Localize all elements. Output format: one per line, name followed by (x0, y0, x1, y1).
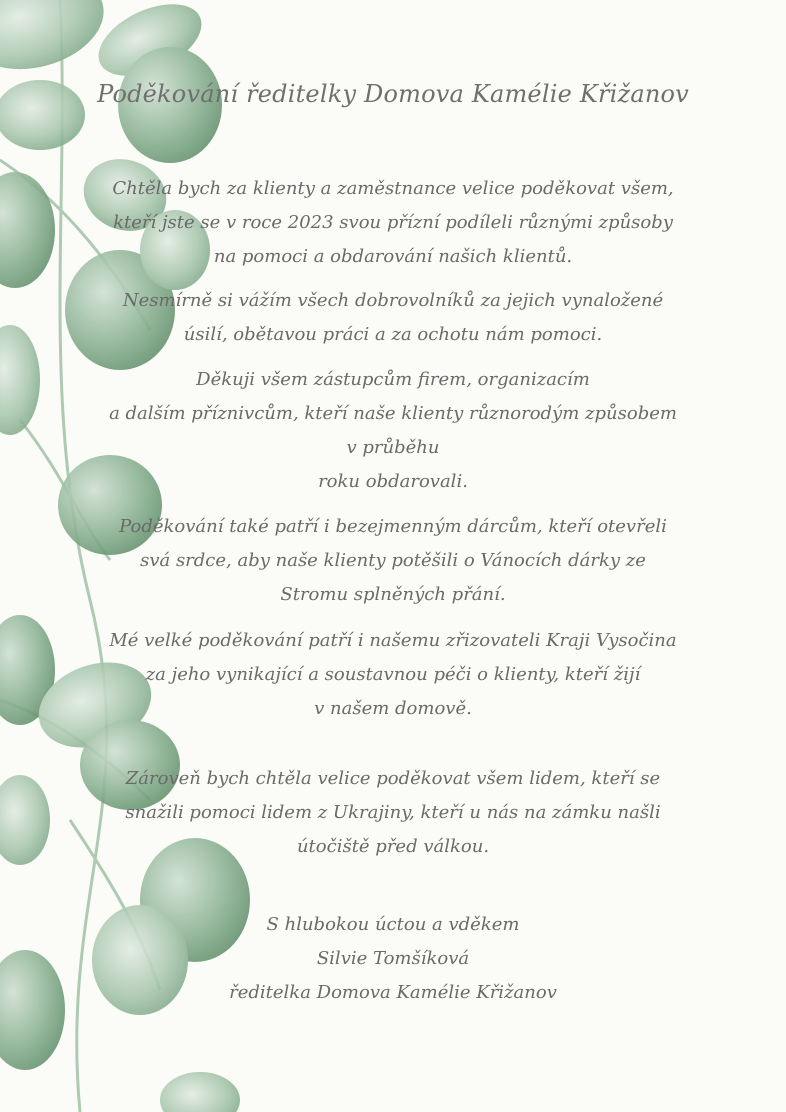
text-line: kteří jste se v roce 2023 svou přízní podíleli různými způsoby (113, 212, 673, 233)
text-line: Mé velké poděkování patří i našemu zřizovateli Kraji Vysočina (109, 630, 677, 651)
text-line: Stromu splněných přání. (280, 584, 506, 605)
paragraph-companies (40, 363, 746, 499)
text-line: a dalším příznivcům, kteří naše klienty různorodým způsobem (109, 403, 677, 424)
text-line: Děkuji všem zástupcům firem, organizacím (196, 369, 590, 390)
signature-block (0, 908, 786, 1010)
text-line: na pomoci a obdarování našich klientů. (213, 246, 573, 267)
text-line: Chtěla bych za klienty a zaměstnance velice poděkovat všem, (112, 178, 674, 199)
signature-name: Silvie Tomšíková (316, 948, 470, 969)
text-line: útočiště před válkou. (296, 836, 490, 857)
signature-closing: S hlubokou úctou a vděkem (266, 914, 520, 935)
text-line: za jeho vynikající a soustavnou péči o klienty, kteří žijí (145, 664, 641, 685)
text-line: roku obdarovali. (318, 471, 468, 492)
paragraph-anonymous-donors (40, 510, 746, 612)
text-line: Zároveň bych chtěla velice poděkovat všem lidem, kteří se (125, 768, 661, 789)
text-line: Poděkování také patří i bezejmenným dárcům, kteří otevřeli (119, 516, 667, 537)
paragraph-volunteers (40, 284, 746, 352)
paragraph-volunteers-thanks (40, 172, 746, 274)
text-line: snažili pomoci lidem z Ukrajiny, kteří u nás na zámku našli (125, 802, 661, 823)
letter-title: Poděkování ředitelky Domova Kamélie Křižanov (97, 80, 689, 108)
paragraph-founder (40, 624, 746, 726)
text-line: Nesmírně si vážím všech dobrovolníků za jejich vynaložené (122, 290, 664, 311)
text-line: v průběhu (346, 437, 440, 458)
text-line: v našem domově. (314, 698, 472, 719)
paragraph-ukraine (40, 762, 746, 864)
text-line: svá srdce, aby naše klienty potěšili o Vánocích dárky ze (140, 550, 646, 571)
text-line: úsilí, obětavou práci a za ochotu nám pomoci. (183, 324, 603, 345)
signature-role: ředitelka Domova Kamélie Křižanov (229, 982, 557, 1003)
